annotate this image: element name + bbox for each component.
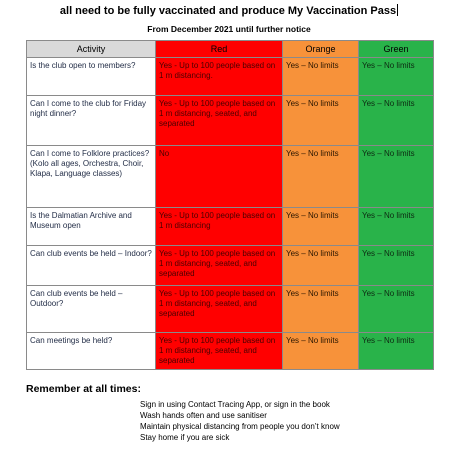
remember-list bbox=[140, 399, 340, 443]
red-cell: Yes - Up to 100 people based on 1 m distancing, seated, and separated bbox=[156, 246, 283, 286]
table-row bbox=[27, 58, 434, 96]
list-item: Maintain physical distancing from people you don’t know bbox=[140, 422, 340, 431]
green-cell: Yes – No limits bbox=[359, 208, 434, 246]
table-row bbox=[27, 333, 434, 370]
activity-cell: Can club events be held – Outdoor? bbox=[27, 286, 156, 333]
remember-heading: Remember at all times: bbox=[26, 383, 141, 395]
green-cell: Yes – No limits bbox=[359, 96, 434, 146]
activity-cell: Can meetings be held? bbox=[27, 333, 156, 370]
table-row bbox=[27, 146, 434, 208]
alert-level-table bbox=[26, 40, 434, 370]
green-cell: Yes – No limits bbox=[359, 333, 434, 370]
orange-cell: Yes – No limits bbox=[283, 208, 359, 246]
text-cursor bbox=[397, 4, 398, 16]
orange-cell: Yes – No limits bbox=[283, 146, 359, 208]
document-title-text: all need to be fully vaccinated and produce My Vaccination Pass bbox=[59, 5, 397, 17]
orange-cell: Yes – No limits bbox=[283, 246, 359, 286]
activity-cell: Can I come to the club for Friday night dinner? bbox=[27, 96, 156, 146]
activity-cell: Is the Dalmatian Archive and Museum open bbox=[27, 208, 156, 246]
green-cell: Yes – No limits bbox=[359, 146, 434, 208]
green-cell: Yes – No limits bbox=[359, 286, 434, 333]
activity-cell: Can club events be held – Indoor? bbox=[27, 246, 156, 286]
orange-cell: Yes – No limits bbox=[283, 58, 359, 96]
list-item: Stay home if you are sick bbox=[140, 433, 230, 442]
list-item: Sign in using Contact Tracing App, or sign in the book bbox=[140, 400, 330, 409]
red-cell: Yes - Up to 100 people based on 1 m distancing. bbox=[156, 58, 283, 96]
document-title bbox=[0, 4, 458, 17]
red-cell: Yes - Up to 100 people based on 1 m distancing, seated, and separated bbox=[156, 286, 283, 333]
orange-cell: Yes – No limits bbox=[283, 286, 359, 333]
orange-cell: Yes – No limits bbox=[283, 96, 359, 146]
activity-cell: Is the club open to members? bbox=[27, 58, 156, 96]
header-green: Green bbox=[359, 41, 434, 58]
list-item: Wash hands often and use sanitiser bbox=[140, 411, 267, 420]
table-row bbox=[27, 96, 434, 146]
green-cell: Yes – No limits bbox=[359, 58, 434, 96]
header-activity: Activity bbox=[27, 41, 156, 58]
table-header-row bbox=[27, 41, 434, 58]
table-row bbox=[27, 208, 434, 246]
red-cell: Yes - Up to 100 people based on 1 m distancing, seated, and separated bbox=[156, 333, 283, 370]
document-subtitle: From December 2021 until further notice bbox=[147, 24, 311, 34]
red-cell: Yes - Up to 100 people based on 1 m distancing, seated, and separated bbox=[156, 96, 283, 146]
table-row bbox=[27, 246, 434, 286]
table-row bbox=[27, 286, 434, 333]
header-red: Red bbox=[156, 41, 283, 58]
activity-cell: Can I come to Folklore practices? (Kolo all ages, Orchestra, Choir, Klapa, Language classes) bbox=[27, 146, 156, 208]
header-orange: Orange bbox=[283, 41, 359, 58]
orange-cell: Yes – No limits bbox=[283, 333, 359, 370]
red-cell: No bbox=[156, 146, 283, 208]
green-cell: Yes – No limits bbox=[359, 246, 434, 286]
red-cell: Yes - Up to 100 people based on 1 m distancing bbox=[156, 208, 283, 246]
